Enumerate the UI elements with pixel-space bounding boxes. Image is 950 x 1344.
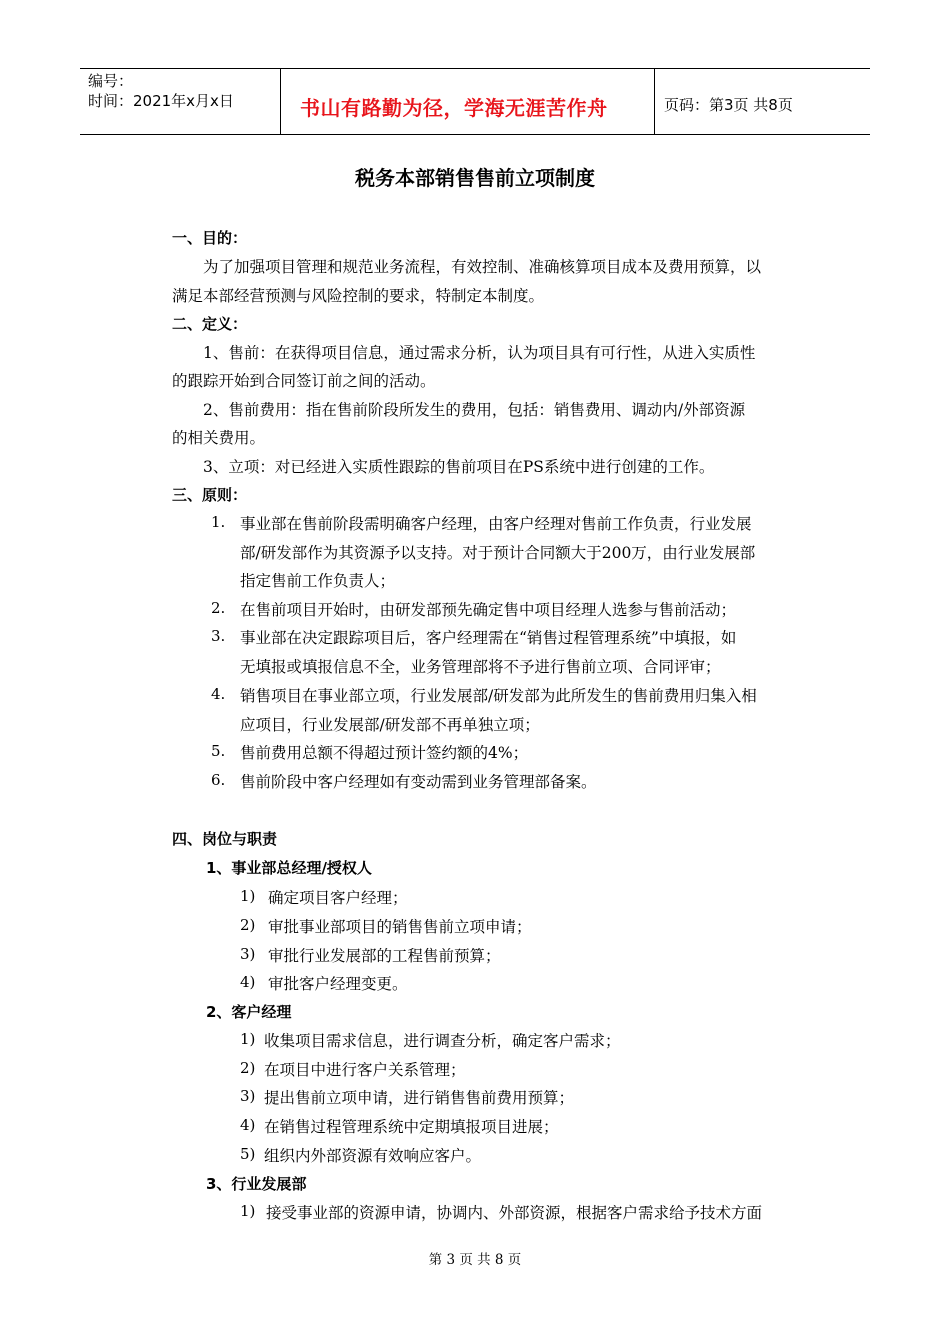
- duty-item-text: 在销售过程管理系统中定期填报项目进展；: [264, 1118, 559, 1136]
- header-page-label: 页码：第3页 共8页: [664, 96, 793, 114]
- header-divider-right: [654, 68, 655, 135]
- principle-number: 3.: [211, 627, 226, 645]
- header-divider-left: [280, 68, 281, 135]
- duty-item-text: 提出售前立项申请，进行销售售前费用预算；: [264, 1089, 575, 1107]
- duty-item-text: 确定项目客户经理；: [268, 889, 408, 907]
- section-2-line: 3、立项：对已经进入实质性跟踪的售前项目在PS系统中进行创建的工作。: [203, 458, 715, 476]
- duty-item-number: 1): [240, 1202, 256, 1220]
- section-2-line: 的跟踪开始到合同签订前之间的活动。: [172, 372, 436, 390]
- section-1-heading: 一、目的：: [172, 229, 248, 247]
- duty-item-text: 审批客户经理变更。: [268, 975, 408, 993]
- duty-item-number: 4): [240, 973, 256, 991]
- principle-line: 在售前项目开始时，由研发部预先确定售中项目经理人选参与售前活动；: [240, 601, 737, 619]
- duty-item-text: 组织内外部资源有效响应客户。: [264, 1147, 482, 1165]
- principle-number: 1.: [211, 513, 226, 531]
- duty-item-number: 4): [240, 1116, 256, 1134]
- principle-line: 销售项目在事业部立项，行业发展部/研发部为此所发生的售前费用归集入相: [240, 687, 757, 705]
- duty-item-text: 接受事业部的资源申请，协调内、外部资源，根据客户需求给予技术方面: [266, 1204, 763, 1222]
- section-1-line: 为了加强项目管理和规范业务流程，有效控制、准确核算项目成本及费用预算，以: [203, 258, 762, 276]
- header-motto: 书山有路勤为径，学海无涯苦作舟: [300, 96, 608, 120]
- principle-number: 6.: [211, 771, 226, 789]
- duty-item-number: 3): [240, 945, 256, 963]
- principle-number: 5.: [211, 742, 226, 760]
- section-1-line: 满足本部经营预测与风险控制的要求，特制定本制度。: [172, 287, 545, 305]
- duty-item-text: 审批事业部项目的销售售前立项申请；: [268, 918, 532, 936]
- duty-item-number: 1): [240, 887, 256, 905]
- duty-sub-heading: 1、事业部总经理/授权人: [206, 859, 372, 877]
- principle-number: 2.: [211, 599, 226, 617]
- principle-line: 应项目，行业发展部/研发部不再单独立项；: [240, 716, 540, 734]
- principle-line: 事业部在决定跟踪项目后，客户经理需在“销售过程管理系统”中填报，如: [240, 629, 737, 647]
- principle-number: 4.: [211, 685, 226, 703]
- duty-item-number: 2): [240, 916, 256, 934]
- duty-item-text: 在项目中进行客户关系管理；: [264, 1061, 466, 1079]
- header-number-label: 编号：: [88, 72, 134, 90]
- header-time-label: 时间：2021年x月x日: [88, 92, 234, 110]
- duty-item-number: 5): [240, 1145, 256, 1163]
- principle-line: 事业部在售前阶段需明确客户经理，由客户经理对售前工作负责，行业发展: [240, 515, 752, 533]
- duty-item-text: 收集项目需求信息，进行调查分析，确定客户需求；: [264, 1032, 621, 1050]
- section-4-heading: 四、岗位与职责: [172, 830, 278, 848]
- duty-sub-heading: 2、客户经理: [206, 1003, 292, 1021]
- principle-line: 部/研发部作为其资源予以支持。对于预计合同额大于200万，由行业发展部: [240, 544, 756, 562]
- header-top-rule: [80, 68, 870, 69]
- section-2-line: 的相关费用。: [172, 429, 266, 447]
- principle-line: 无填报或填报信息不全，业务管理部将不予进行售前立项、合同评审；: [240, 658, 721, 676]
- principle-line: 售前费用总额不得超过预计签约额的4%；: [240, 744, 529, 762]
- section-2-line: 1、售前：在获得项目信息，通过需求分析，认为项目具有可行性，从进入实质性: [203, 344, 756, 362]
- document-title: 税务本部销售售前立项制度: [355, 166, 595, 190]
- duty-item-number: 2): [240, 1059, 256, 1077]
- page-footer: 第 3 页 共 8 页: [428, 1252, 522, 1268]
- duty-item-text: 审批行业发展部的工程售前预算；: [268, 947, 501, 965]
- principle-line: 指定售前工作负责人；: [240, 572, 396, 590]
- duty-item-number: 3): [240, 1087, 256, 1105]
- section-3-heading: 三、原则：: [172, 486, 248, 504]
- section-2-heading: 二、定义：: [172, 315, 248, 333]
- duty-item-number: 1): [240, 1030, 256, 1048]
- section-2-line: 2、售前费用：指在售前阶段所发生的费用，包括：销售费用、调动内/外部资源: [203, 401, 746, 419]
- principle-line: 售前阶段中客户经理如有变动需到业务管理部备案。: [240, 773, 597, 791]
- header-bottom-rule: [80, 134, 870, 135]
- duty-sub-heading: 3、行业发展部: [206, 1175, 307, 1193]
